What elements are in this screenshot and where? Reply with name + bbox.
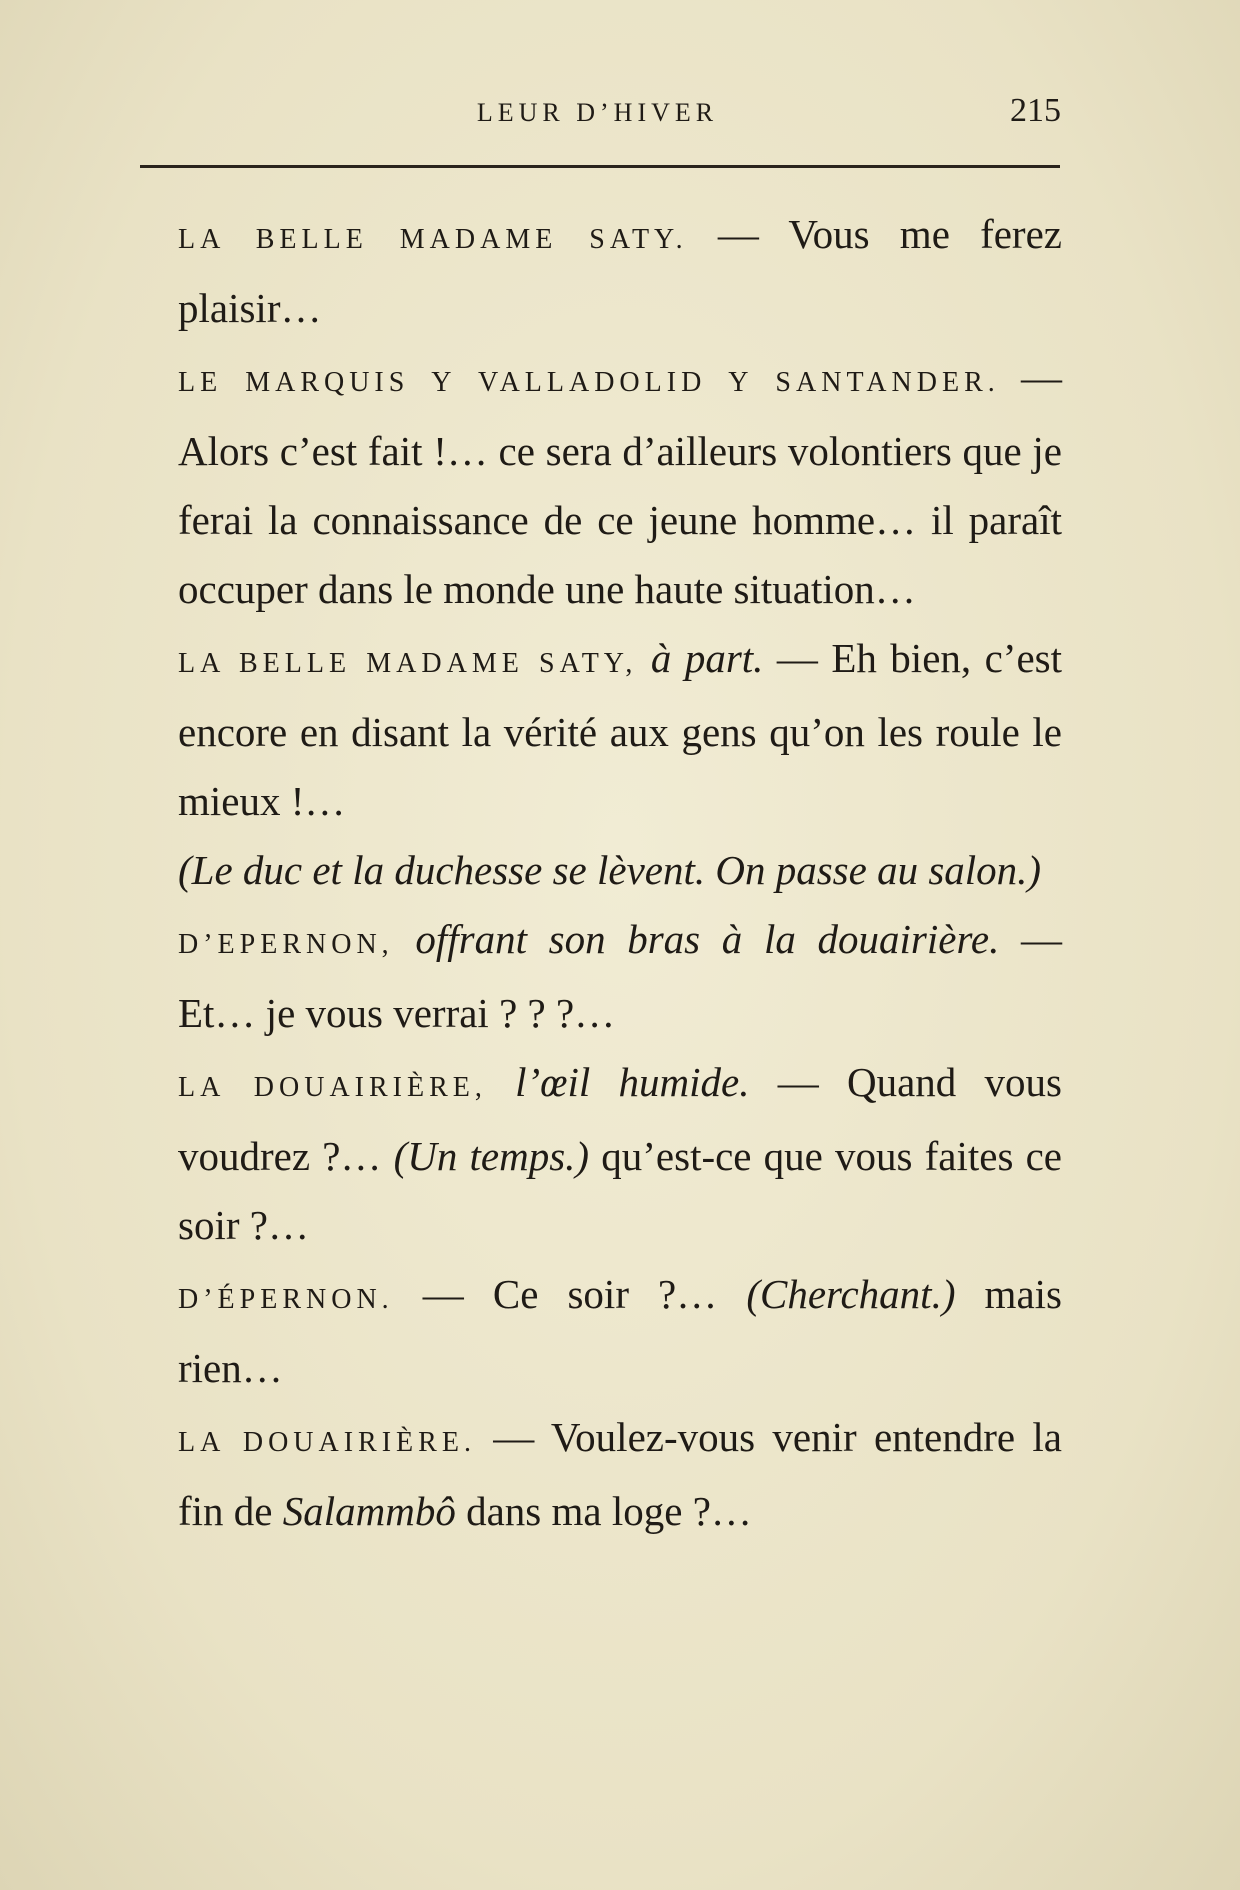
stage-aside: (Un temps.) [393, 1133, 590, 1179]
speaker-name: LA BELLE MADAME SATY, [178, 648, 638, 679]
speaker-name: LE MARQUIS Y VALLADOLID Y SANTANDER. [178, 367, 1000, 398]
page-body [132, 200, 1062, 1546]
dialogue-paragraph [132, 343, 1062, 624]
stage-direction: (Le duc et la duchesse se lèvent. On passe au salon.) [178, 847, 1042, 893]
dialogue-paragraph [132, 200, 1062, 343]
dialogue-text: — Quand vous voudrez ?… [178, 1059, 1063, 1179]
speaker-name: D’ÉPERNON. [178, 1284, 394, 1315]
dialogue-text: — Vous me ferez plaisir… [178, 211, 1062, 331]
dialogue-paragraph [132, 905, 1062, 1048]
running-title: LEUR D’HIVER [476, 98, 719, 127]
dialogue-text: — Ce soir ?… [393, 1271, 747, 1317]
dialogue-text: — Alors c’est fait !… ce sera d’ailleurs volontiers que je ferai la connaissance de ce jeune homme… il paraît occuper dans le monde une haute situation… [178, 354, 1062, 612]
dialogue-text: mais rien… [178, 1271, 1062, 1391]
speaker-name: LA DOUAIRIÈRE. [178, 1427, 476, 1458]
dialogue-paragraph [132, 1048, 1062, 1260]
page-header [130, 92, 1065, 142]
stage-aside: offrant son bras à la douairière. [393, 916, 1000, 962]
dialogue-paragraph [132, 1403, 1062, 1546]
dialogue-text: qu’est-ce que vous faites ce soir ?… [178, 1133, 1063, 1248]
speaker-name: LA BELLE MADAME SATY. [178, 224, 688, 255]
dialogue-text: — Eh bien, c’est encore en disant la vérité aux gens qu’on les roule le mieux !… [178, 635, 1062, 824]
dialogue-paragraph [132, 1260, 1062, 1403]
stage-aside: l’œil humide. [486, 1059, 750, 1105]
stage-aside: à part. [637, 635, 764, 681]
speaker-name: D’EPERNON, [178, 929, 394, 960]
dialogue-paragraph [132, 624, 1062, 836]
dialogue-text: — Et… je vous verrai ? ? ?… [178, 916, 1062, 1036]
speaker-name: LA DOUAIRIÈRE, [178, 1072, 487, 1103]
page-number: 215 [1010, 92, 1061, 129]
work-title: Salammbô [282, 1488, 456, 1534]
dialogue-text: dans ma loge ?… [455, 1488, 752, 1534]
header-rule [140, 165, 1060, 168]
stage-aside: (Cherchant.) [746, 1271, 956, 1317]
dialogue-text: — Voulez-vous venir entendre la fin de [178, 1414, 1063, 1534]
